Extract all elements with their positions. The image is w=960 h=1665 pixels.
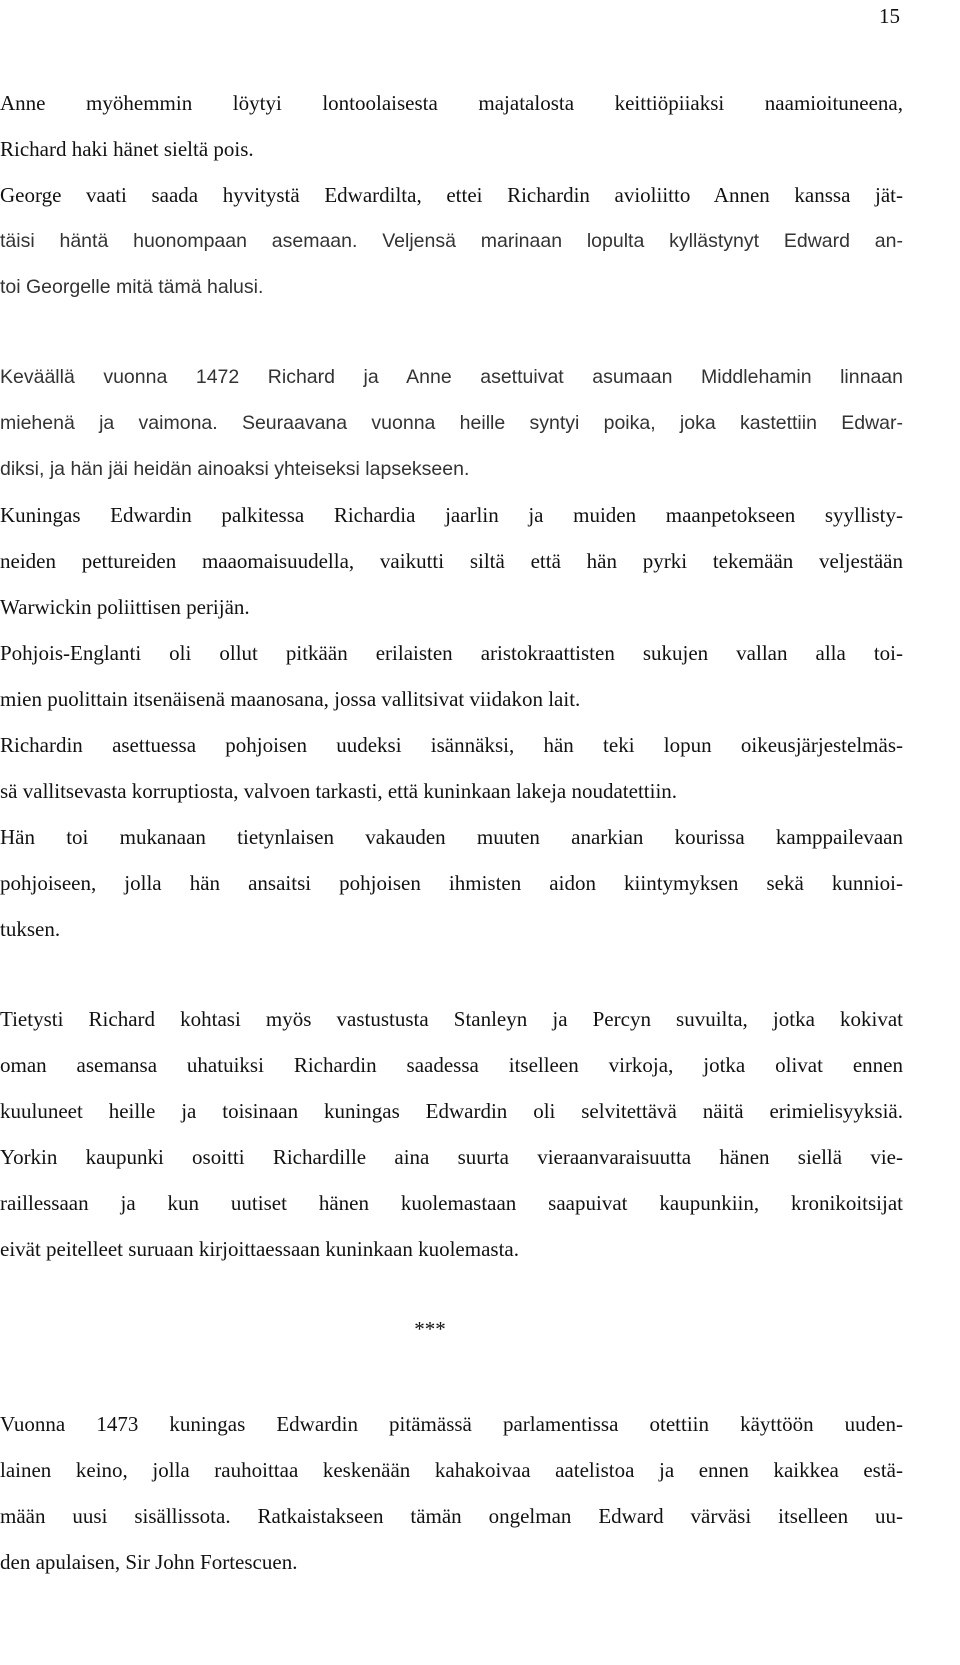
text-line: pohjoiseen, jolla hän ansaitsi pohjoisen ihmisten aidon kiintymyksen sekä kunnioi- [0,871,903,895]
text-line: diksi, ja hän jäi heidän ainoaksi yhteiseksi lapsekseen. [0,458,470,480]
text-line: Warwickin poliittisen perijän. [0,595,250,619]
section-separator: *** [414,1317,446,1341]
text-line: mään uusi sisällissota. Ratkaistakseen tämän ongelman Edward värväsi itselleen uu- [0,1504,903,1528]
text-line: raillessaan ja kun uutiset hänen kuolemastaan saapuivat kaupunkiin, kronikoitsijat [0,1191,903,1215]
text-line: Yorkin kaupunki osoitti Richardille aina suurta vieraanvaraisuutta hänen siellä vie- [0,1145,903,1169]
text-line: lainen keino, jolla rauhoittaa keskenään kahakoivaa aatelistoa ja ennen kaikkea estä- [0,1458,903,1482]
text-line: eivät peitelleet suruaan kirjoittaessaan kuninkaan kuolemasta. [0,1237,519,1261]
text-line: den apulaisen, Sir John Fortescuen. [0,1550,298,1574]
text-line: Kuningas Edwardin palkitessa Richardia jaarlin ja muiden maanpetokseen syyllisty- [0,503,903,527]
text-line: täisi häntä huonompaan asemaan. Veljensä marinaan lopulta kyllästynyt Edward an- [0,230,903,252]
text-line: Vuonna 1473 kuningas Edwardin pitämässä parlamentissa otettiin käyttöön uuden- [0,1412,903,1436]
text-line: Hän toi mukanaan tietynlaisen vakauden muuten anarkian kourissa kamppailevaan [0,825,903,849]
text-line: Anne myöhemmin löytyi lontoolaisesta majatalosta keittiöpiiaksi naamioituneena, [0,91,903,115]
text-line: Richard haki hänet sieltä pois. [0,137,254,161]
text-line: mien puolittain itsenäisenä maanosana, jossa vallitsivat viidakon lait. [0,687,581,711]
text-line: sä vallitsevasta korruptiosta, valvoen tarkasti, että kuninkaan lakeja noudatettiin. [0,779,678,803]
text-line: kuuluneet heille ja toisinaan kuningas Edwardin oli selvitettävä näitä erimielisyyksiä. [0,1099,903,1123]
text-line: oman asemansa uhatuiksi Richardin saadessa itselleen virkoja, jotka olivat ennen [0,1053,903,1077]
text-line: Tietysti Richard kohtasi myös vastustusta Stanleyn ja Percyn suvuilta, jotka kokivat [0,1007,903,1031]
text-line: Pohjois-Englanti oli ollut pitkään erilaisten aristokraattisten sukujen vallan alla toi- [0,641,903,665]
text-line: miehenä ja vaimona. Seuraavana vuonna heille syntyi poika, joka kastettiin Edwar- [0,412,903,434]
text-line: Richardin asettuessa pohjoisen uudeksi isännäksi, hän teki lopun oikeusjärjestelmäs- [0,733,903,757]
text-line: George vaati saada hyvitystä Edwardilta, ettei Richardin avioliitto Annen kanssa jät- [0,183,903,207]
text-line: toi Georgelle mitä tämä halusi. [0,276,264,298]
page-number: 15 [879,4,900,28]
text-line: neiden pettureiden maaomaisuudella, vaikutti siltä että hän pyrki tekemään veljestään [0,549,903,573]
text-line: tuksen. [0,917,61,941]
text-line: Keväällä vuonna 1472 Richard ja Anne asettuivat asumaan Middlehamin linnaan [0,366,903,388]
